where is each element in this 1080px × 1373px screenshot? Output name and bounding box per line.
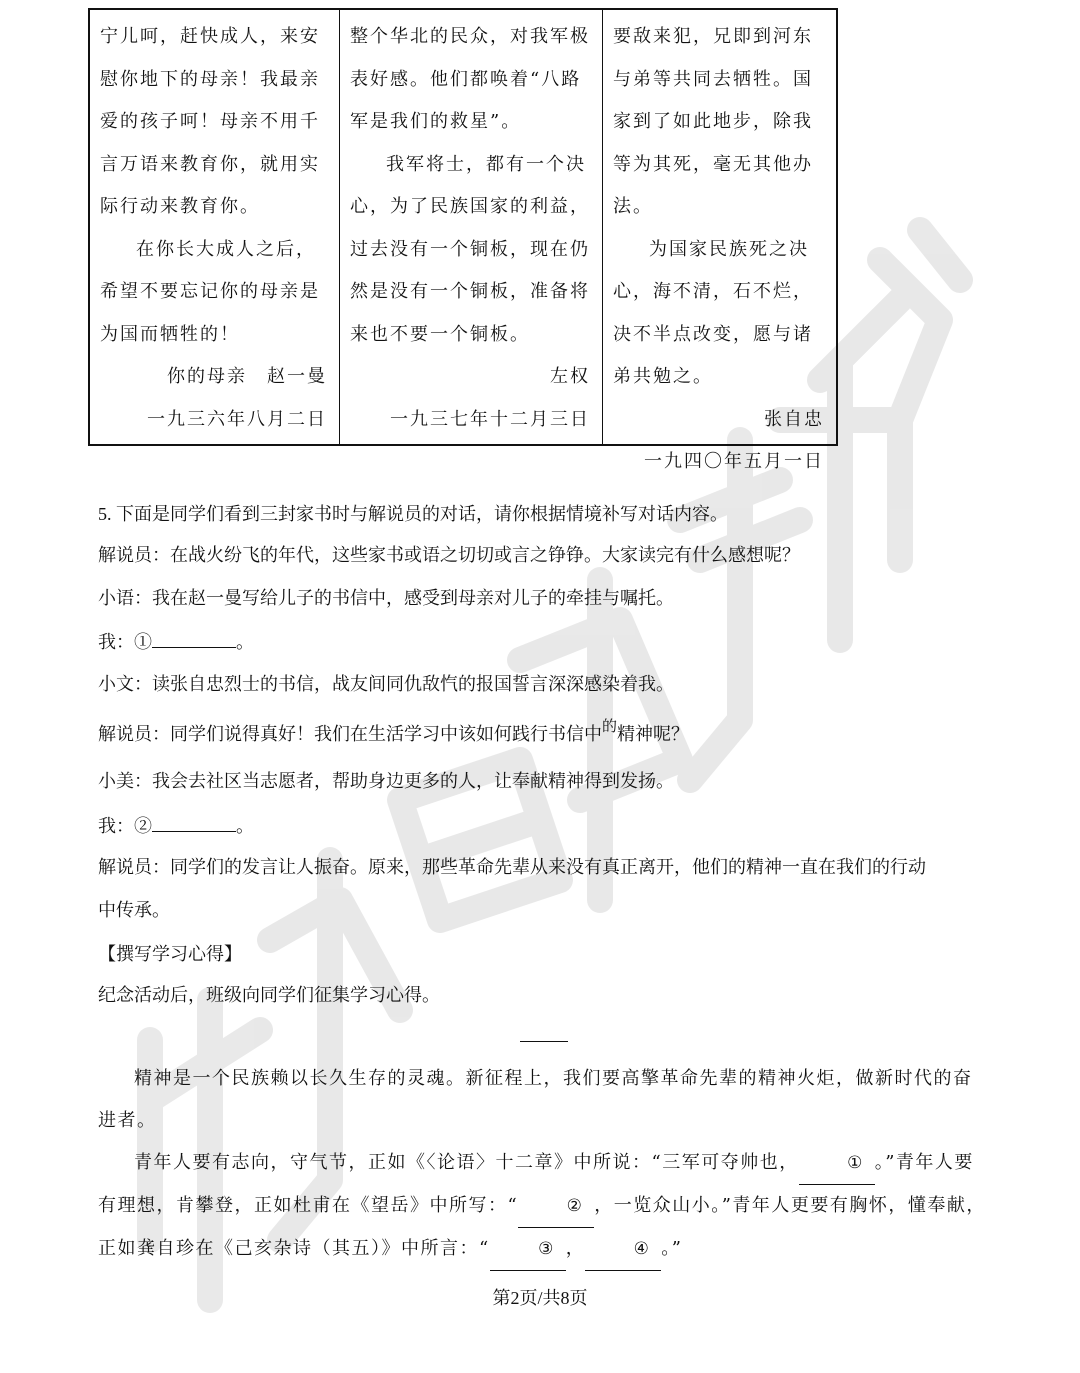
letter-date: 一九四〇年五月一日 — [644, 451, 824, 472]
letter-zhao-yiman — [90, 10, 340, 444]
essay-paragraph-1: 精神是一个民族赖以长久生存的灵魂。新征程上，我们要高擎革命先辈的精神火炬，做新时代的奋进者。 — [98, 1068, 973, 1131]
dialogue-xiaoyu: 小语：我在赵一曼写给儿子的书信中，感受到母亲对儿子的牵挂与嘱托。 — [98, 588, 674, 608]
dialogue-me-1-label: 我：① — [98, 632, 152, 652]
raised-char: 的 — [602, 719, 618, 735]
dialogue-narrator-1: 解说员：在战火纷飞的年代，这些家书或语之切切或言之铮铮。大家读完有什么感想呢？ — [98, 545, 800, 565]
essay-title-blank[interactable] — [520, 1041, 568, 1042]
letter-paragraph: 整个华北的民众，对我军极表好感。他们都唤着“八路军是我们的救星”。 — [350, 26, 590, 132]
essay-paragraph-2 — [98, 1142, 988, 1271]
letter-paragraph: 为国家民族死之决心，海不清，石不烂，决不半点改变，愿与诸弟共勉之。 — [613, 238, 813, 387]
answer-blank-2[interactable] — [152, 813, 236, 832]
fill-blank-2[interactable]: ② — [518, 1185, 594, 1228]
page-footer: 第2页/共8页 — [492, 1288, 588, 1308]
section-intro: 纪念活动后，班级向同学们征集学习心得。 — [98, 985, 440, 1005]
letter-paragraph: 要敌来犯，兄即到河东与弟等共同去牺牲。国家到了如此地步，除我等为其死，毫无其他办法。 — [613, 26, 813, 217]
dialogue-narrator-2-text: 解说员：同学们说得真好！我们在生活学习中该如何践行书信中 — [98, 724, 602, 744]
section-heading: 【撰写学习心得】 — [98, 944, 242, 964]
fill-blank-1[interactable]: ① — [799, 1142, 875, 1185]
essay-text: 青年人要有志向，守气节，正如《〈论语〉十二章》中所说：“三军可夺帅也， — [134, 1152, 799, 1173]
essay-text: 。”青年人要有理想，肯攀登，正如杜甫在《望岳》中所写：“ — [98, 1152, 974, 1216]
dialogue-narrator-2-end: 精神呢？ — [617, 724, 690, 744]
essay-text: 。” — [661, 1238, 683, 1259]
essay-text: ，一览众山小。”青年人更要有胸怀，懂奉献，正如龚自珍在《己亥杂诗（其五）》中所言：“ — [98, 1195, 986, 1259]
fill-blank-4[interactable]: ④ — [585, 1228, 661, 1271]
letter-paragraph: 宁儿呵，赶快成人，来安慰你地下的母亲！我最亲爱的孩子呵！母亲不用千言万语来教育你，就用实际行动来教育你。 — [100, 26, 320, 217]
letter-signature: 左权 — [550, 366, 590, 387]
dialogue-narrator-3: 解说员：同学们的发言让人振奋。原来，那些革命先辈从来没有真正离开，他们的精神一直在我们的行动 — [98, 857, 926, 877]
essay — [98, 1058, 988, 1271]
fill-blank-3[interactable]: ③ — [490, 1228, 566, 1271]
dialogue-xiaowen: 小文：读张自忠烈士的书信，战友间同仇敌忾的报国誓言深深感染着我。 — [98, 674, 674, 694]
dialogue-me-1 — [98, 629, 254, 654]
punctuation: 。 — [236, 816, 254, 836]
letter-zhang-zizhong — [603, 10, 836, 472]
letters-table — [88, 8, 838, 472]
letter-date: 一九三七年十二月三日 — [390, 408, 590, 430]
letter-zuo-quan — [340, 10, 603, 444]
letter-signature: 张自忠 — [764, 408, 824, 430]
letter-signature: 你的母亲 赵一曼 — [167, 366, 327, 387]
dialogue-me-2-label: 我：② — [98, 816, 152, 836]
letter-paragraph: 我军将士，都有一个决心，为了民族国家的利益，过去没有一个铜板，现在仍然是没有一个铜板，准备将来也不要一个铜板。 — [350, 153, 590, 345]
letter-date: 一九三六年八月二日 — [147, 408, 327, 430]
dialogue-me-2 — [98, 813, 254, 838]
letter-paragraph: 在你长大成人之后，希望不要忘记你的母亲是为国而牺牲的！ — [100, 238, 320, 345]
essay-text: ， — [565, 1238, 586, 1259]
dialogue-narrator-2 — [98, 719, 690, 748]
dialogue-xiaomei: 小美：我会去社区当志愿者，帮助身边更多的人，让奉献精神得到发扬。 — [98, 771, 674, 791]
answer-blank-1[interactable] — [152, 629, 236, 648]
question-5-prompt: 5. 下面是同学们看到三封家书时与解说员的对话，请你根据情境补写对话内容。 — [98, 504, 728, 524]
dialogue-narrator-3-cont: 中传承。 — [98, 900, 170, 920]
punctuation: 。 — [236, 632, 254, 652]
